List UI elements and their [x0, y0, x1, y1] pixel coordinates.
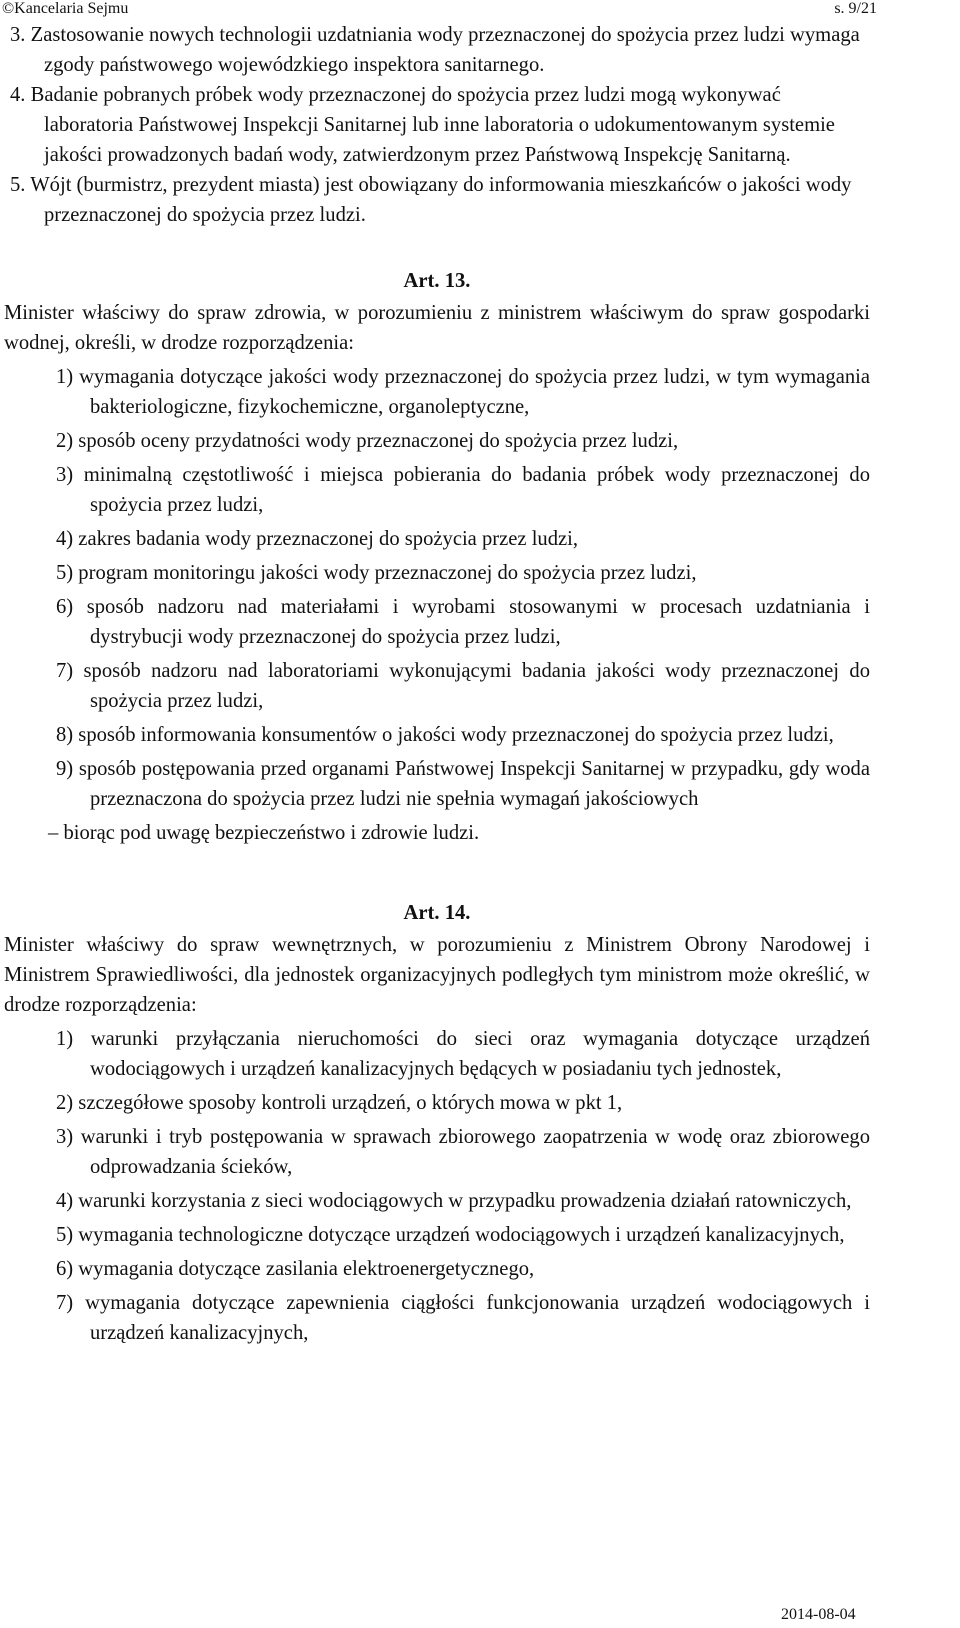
header-copyright: ©Kancelaria Sejmu [2, 0, 129, 17]
paragraph-text: Badanie pobranych próbek wody przeznaczonej do spożycia przez ludzi mogą wykonywać laboratoria Państwowej Inspekcji Sanitarnej lub inne laboratoria o udokumentowanym systemie jakości prowadzonych badań wody, zatwierdzonym przez Państwową Inspekcję Sanitarną. [30, 84, 835, 166]
list-item: 2) sposób oceny przydatności wody przeznaczonej do spożycia przez ludzi, [56, 430, 679, 452]
page-number: s. 9/21 [834, 0, 877, 17]
paragraph-number: 4. [10, 84, 26, 106]
list-item: 6) wymagania dotyczące zasilania elektroenergetycznego, [56, 1258, 535, 1280]
list-item: 8) sposób informowania konsumentów o jakości wody przeznaczonej do spożycia przez ludzi, [56, 724, 834, 746]
paragraph-number: 3. [10, 24, 26, 46]
list-item: 4) warunki korzystania z sieci wodociągowych w przypadku prowadzenia działań ratowniczych, [56, 1190, 852, 1212]
list-item: 1) warunki przyłączania nieruchomości do sieci oraz wymagania dotyczące urządzeń wodociągowych i urządzeń kanalizacyjnych będących w posiadaniu tych jednostek, [56, 1028, 870, 1080]
article-13-title: Art. 13. [403, 270, 471, 292]
list-item: 2) szczegółowe sposoby kontroli urządzeń, o których mowa w pkt 1, [56, 1092, 623, 1114]
article-13-intro: Minister właściwy do spraw zdrowia, w porozumieniu z ministrem właściwym do spraw gospodarki wodnej, określi, w drodze rozporządzenia: [4, 302, 870, 354]
list-item: 7) sposób nadzoru nad laboratoriami wykonującymi badania jakości wody przeznaczonej do spożycia przez ludzi, [56, 660, 870, 712]
list-item: 6) sposób nadzoru nad materiałami i wyrobami stosowanymi w procesach uzdatniania i dystrybucji wody przeznaczonej do spożycia przez ludzi, [56, 596, 870, 648]
paragraph-4 [4, 80, 870, 170]
article-14-title: Art. 14. [403, 902, 471, 924]
document-body [4, 20, 870, 1348]
paragraph-3 [4, 20, 870, 80]
list-item: 4) zakres badania wody przeznaczonej do spożycia przez ludzi, [56, 528, 579, 550]
article-13-closing: – biorąc pod uwagę bezpieczeństwo i zdrowie ludzi. [48, 822, 480, 844]
list-item: 3) warunki i tryb postępowania w sprawach zbiorowego zaopatrzenia w wodę oraz zbiorowego odprowadzania ścieków, [56, 1126, 870, 1178]
paragraph-text: Wójt (burmistrz, prezydent miasta) jest obowiązany do informowania mieszkańców o jakości wody przeznaczonej do spożycia przez ludzi. [30, 174, 852, 226]
list-item: 9) sposób postępowania przed organami Państwowej Inspekcji Sanitarnej w przypadku, gdy woda przeznaczona do spożycia przez ludzi nie spełnia wymagań jakościowych [56, 758, 870, 810]
list-item: 5) wymagania technologiczne dotyczące urządzeń wodociągowych i urządzeń kanalizacyjnych, [56, 1224, 845, 1246]
paragraph-5 [4, 170, 870, 230]
footer-date: 2014-08-04 [781, 1606, 856, 1623]
list-item: 3) minimalną częstotliwość i miejsca pobierania do badania próbek wody przeznaczonej do spożycia przez ludzi, [56, 464, 870, 516]
paragraph-number: 5. [10, 174, 26, 196]
list-item: 7) wymagania dotyczące zapewnienia ciągłości funkcjonowania urządzeń wodociągowych i urządzeń kanalizacyjnych, [56, 1292, 870, 1344]
list-item: 1) wymagania dotyczące jakości wody przeznaczonej do spożycia przez ludzi, w tym wymagania bakteriologiczne, fizykochemiczne, organoleptyczne, [56, 366, 870, 418]
article-14-intro: Minister właściwy do spraw wewnętrznych, w porozumieniu z Ministrem Obrony Narodowej i Ministrem Sprawiedliwości, dla jednostek organizacyjnych podległych tym ministrom może określić, w drodze rozporządzenia: [4, 934, 870, 1016]
paragraph-text: Zastosowanie nowych technologii uzdatniania wody przeznaczonej do spożycia przez ludzi wymaga zgody państwowego wojewódzkiego inspektora sanitarnego. [30, 24, 860, 76]
list-item: 5) program monitoringu jakości wody przeznaczonej do spożycia przez ludzi, [56, 562, 697, 584]
